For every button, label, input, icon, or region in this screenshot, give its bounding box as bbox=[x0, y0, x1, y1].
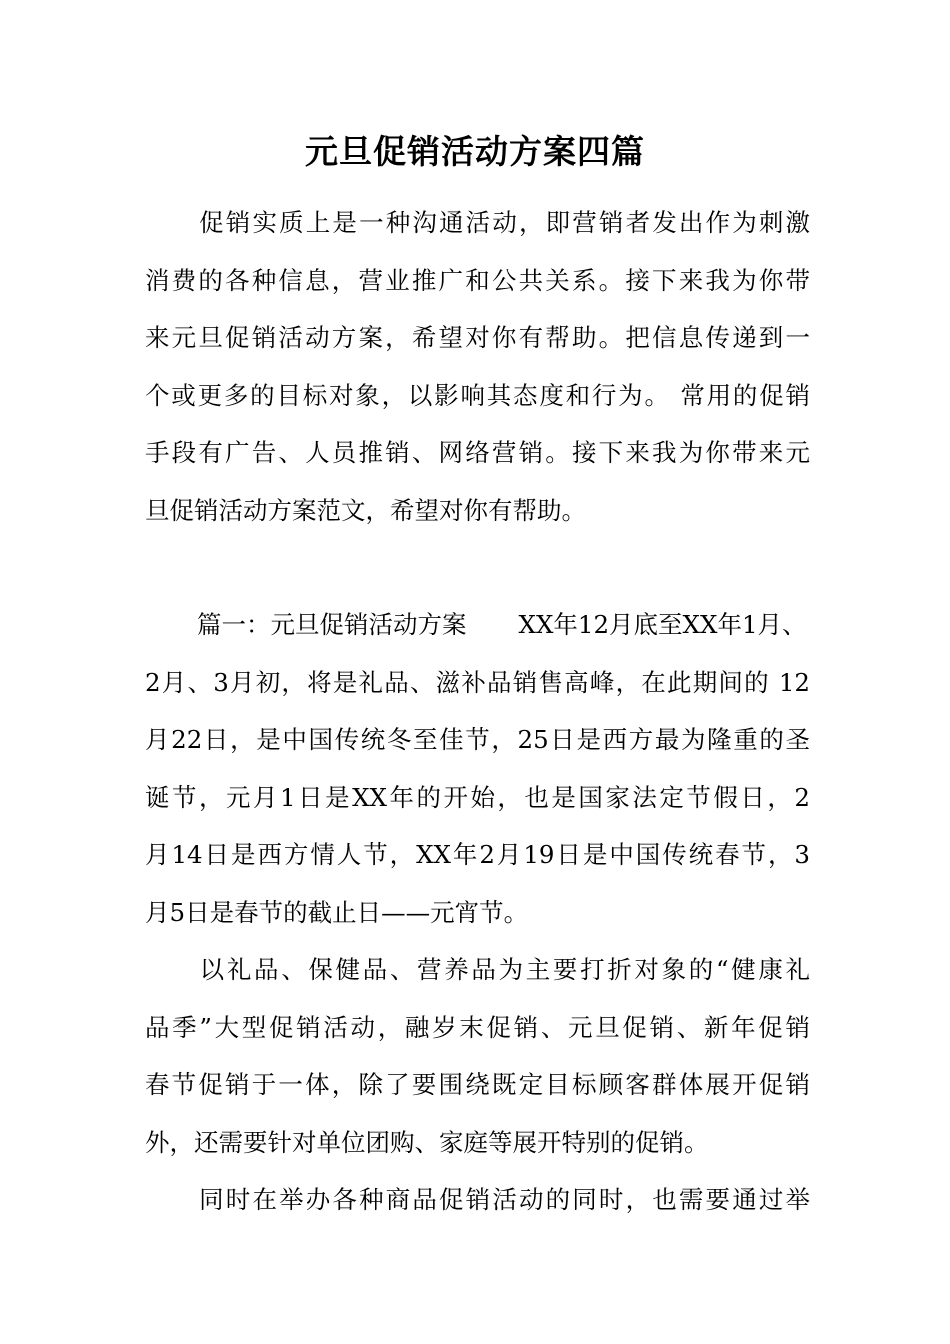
intro-paragraph bbox=[145, 194, 810, 539]
closing-paragraph bbox=[145, 1171, 810, 1229]
paragraph-line: 外，还需要针对单位团购、家庭等展开特别的促销。 bbox=[145, 1127, 709, 1157]
paragraph-line: 促销实质上是一种沟通活动，即营销者发出作为刺激 bbox=[197, 208, 810, 237]
paragraph-line: 来元旦促销活动方案，希望对你有帮助。把信息传递到一 bbox=[145, 323, 810, 352]
section-heading: 篇一：元旦促销活动方案 bbox=[197, 610, 467, 639]
paragraph-line: 旦促销活动方案范文，希望对你有帮助。 bbox=[145, 495, 586, 525]
paragraph-line: 月14日是西方情人节，XX年2月19日是中国传统春节，3 bbox=[145, 840, 810, 869]
paragraph-line: 春节促销于一体，除了要围绕既定目标顾客群体展开促销 bbox=[145, 1070, 810, 1099]
paragraph-line: 2月、3月初，将是礼品、滋补品销售高峰，在此期间的 12 bbox=[145, 667, 810, 697]
paragraph-line: 以礼品、保健品、营养品为主要打折对象的“健康礼 bbox=[197, 955, 810, 984]
promotion-paragraph bbox=[145, 941, 810, 1171]
paragraph-line: 品季”大型促销活动，融岁末促销、元旦促销、新年促销 bbox=[145, 1012, 810, 1042]
paragraph-line: 诞节，元月1日是XX年的开始，也是国家法定节假日，2 bbox=[145, 782, 810, 812]
paragraph-line: 月22日，是中国传统冬至佳节，25日是西方最为隆重的圣 bbox=[145, 725, 810, 754]
document-title: 元旦促销活动方案四篇 bbox=[305, 132, 645, 171]
paragraph-line: 消费的各种信息，营业推广和公共关系。接下来我为你带 bbox=[145, 265, 810, 295]
paragraph-line: 篇一：元旦促销活动方案 XX年12月底至XX年1月、 bbox=[197, 610, 807, 639]
paragraph-line: 同时在举办各种商品促销活动的同时，也需要通过举 bbox=[197, 1185, 810, 1214]
section-one-paragraph bbox=[145, 596, 810, 941]
paragraph-line: 个或更多的目标对象，以影响其态度和行为。 常用的促销 bbox=[145, 380, 810, 410]
paragraph-line: 月5日是春节的截止日——元宵节。 bbox=[145, 897, 529, 927]
paragraph-line: 手段有广告、人员推销、网络营销。接下来我为你带来元 bbox=[145, 438, 810, 467]
